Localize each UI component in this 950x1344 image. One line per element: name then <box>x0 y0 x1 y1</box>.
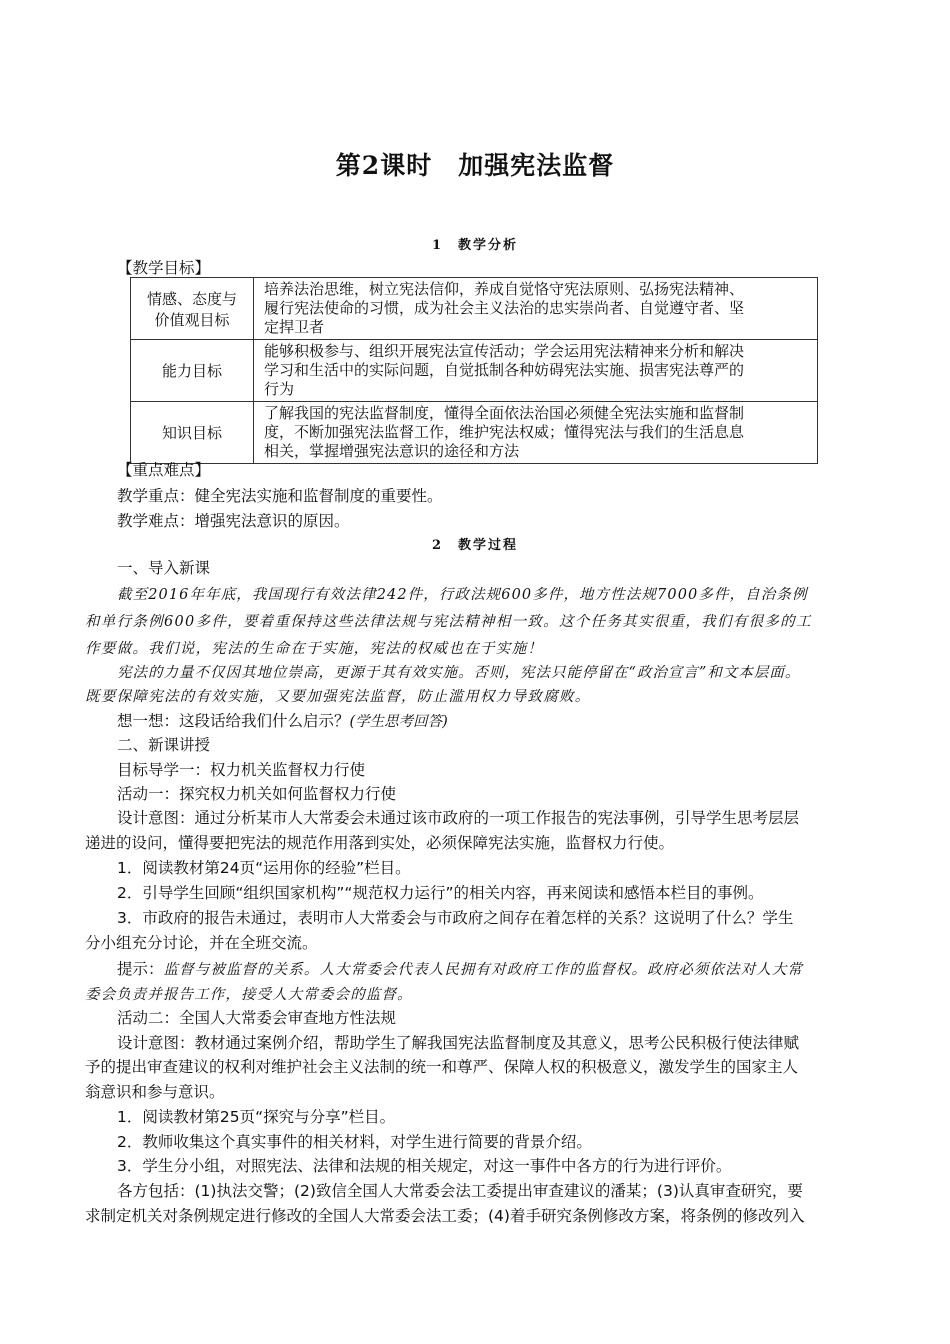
step-3-line: 分小组充分讨论，并在全班交流。 <box>85 934 318 952</box>
think-question: 想一想：这段话给我们什么启示？(学生思考回答) <box>117 712 448 730</box>
design-intent-line: 设计意图：通过分析某市人大常委会未通过该市政府的一项工作报告的宪法事例，引导学生思考层层 <box>117 809 800 827</box>
activity-2: 活动二：全国人大常委会审查地方性法规 <box>117 1009 397 1027</box>
step-1: 1．阅读教材第24页“运用你的经验”栏目。 <box>117 859 411 877</box>
step-1: 1．阅读教材第25页“探究与分享”栏目。 <box>117 1108 396 1126</box>
hint-line: 委会负责并报告工作，接受人大常委会的监督。 <box>85 987 413 1003</box>
key-difficulty: 教学难点：增强宪法意识的原因。 <box>117 512 350 530</box>
objective-content: 了解我国的宪法监督制度，懂得全面依法治国必须健全宪法实施和监督制 度，不断加强宪法监督工作，维护宪法权威；懂得宪法与我们的生活息息 相关，掌握增强宪法意识的途径和方法 <box>254 402 818 464</box>
design-intent-line: 翁意识和参与意识。 <box>85 1083 225 1101</box>
objectives-table <box>130 277 818 464</box>
keypoints-heading: 【重点难点】 <box>117 461 211 479</box>
step-2: 2．引导学生回顾“组织国家机构”“规范权力运行”的相关内容，再来阅读和感悟本栏目的事例。 <box>117 884 764 902</box>
key-focus: 教学重点：健全宪法实施和监督制度的重要性。 <box>117 487 443 505</box>
intro-heading: 一、导入新课 <box>117 559 211 577</box>
parties-line: 各方包括：(1)执法交警；(2)致信全国人大常委会法工委提出审查建议的潘某；(3)认真审查研究，要 <box>117 1182 803 1200</box>
intro-paragraph-line: 宪法的力量不仅因其地位崇高，更源于其有效实施。否则，宪法只能停留在“政治宣言”和文本层面。 <box>117 665 801 681</box>
parties-line: 求制定机关对条例规定进行修改的全国人大常委会法工委；(4)着手研究条例修改方案，将条例的修改列入 <box>85 1207 805 1225</box>
section-heading-analysis: 1 教学分析 <box>431 238 519 253</box>
page-title: 第2课时 加强宪法监督 <box>335 151 615 180</box>
design-intent-line: 予的提出审查建议的权利对维护社会主义法制的统一和尊严、保障人权的积极意义，激发学生的国家主人 <box>85 1058 799 1076</box>
intro-paragraph-line: 既要保障宪法的有效实施，又要加强宪法监督，防止滥用权力导致腐败。 <box>85 689 591 705</box>
objective-content: 培养法治思维，树立宪法信仰，养成自觉恪守宪法原则、弘扬宪法精神、 履行宪法使命的习惯，成为社会主义法治的忠实崇尚者、自觉遵守者、坚 定捍卫者 <box>254 278 818 340</box>
design-intent-line: 设计意图：教材通过案例介绍，帮助学生了解我国宪法监督制度及其意义，思考公民积极行使法律赋 <box>117 1034 800 1052</box>
objective-label: 知识目标 <box>131 402 254 464</box>
objectives-heading: 【教学目标】 <box>117 259 211 277</box>
step-2: 2．教师收集这个真实事件的相关材料，对学生进行简要的背景介绍。 <box>117 1133 592 1151</box>
activity-1: 活动一：探究权力机关如何监督权力行使 <box>117 785 397 803</box>
goal-1: 目标导学一：权力机关监督权力行使 <box>117 761 366 779</box>
intro-paragraph-line: 和单行条例600多件，要着重保持这些法律法规与宪法精神相一致。这个任务其实很重，我们有很多的工 <box>85 614 812 630</box>
table-row <box>131 278 818 340</box>
section-heading-process: 2 教学过程 <box>431 538 519 553</box>
design-intent-line: 递进的设问，懂得要把宪法的规范作用落到实处，必须保障宪法实施，监督权力行使。 <box>85 834 675 852</box>
new-lesson-heading: 二、新课讲授 <box>117 736 211 754</box>
intro-paragraph-line: 截至2016年年底，我国现行有效法律242件，行政法规600多件，地方性法规7000多件，自治条例 <box>117 587 808 603</box>
step-3-line: 3．市政府的报告未通过，表明市人大常委会与市政府之间存在着怎样的关系？这说明了什么？学生 <box>117 909 794 927</box>
objective-content: 能够积极参与、组织开展宪法宣传活动；学会运用宪法精神来分析和解决 学习和生活中的实际问题，自觉抵制各种妨碍宪法实施、损害宪法尊严的 行为 <box>254 340 818 402</box>
hint-line: 提示：监督与被监督的关系。人大常委会代表人民拥有对政府工作的监督权。政府必须依法对人大常 <box>117 960 804 978</box>
table-row <box>131 402 818 464</box>
objective-label: 能力目标 <box>131 340 254 402</box>
table-row <box>131 340 818 402</box>
intro-paragraph-line: 作要做。我们说，宪法的生命在于实施，宪法的权威也在于实施！ <box>85 641 544 657</box>
step-3: 3．学生分小组，对照宪法、法律和法规的相关规定，对这一事件中各方的行为进行评价。 <box>117 1157 732 1175</box>
objective-label: 情感、态度与 价值观目标 <box>131 278 254 340</box>
